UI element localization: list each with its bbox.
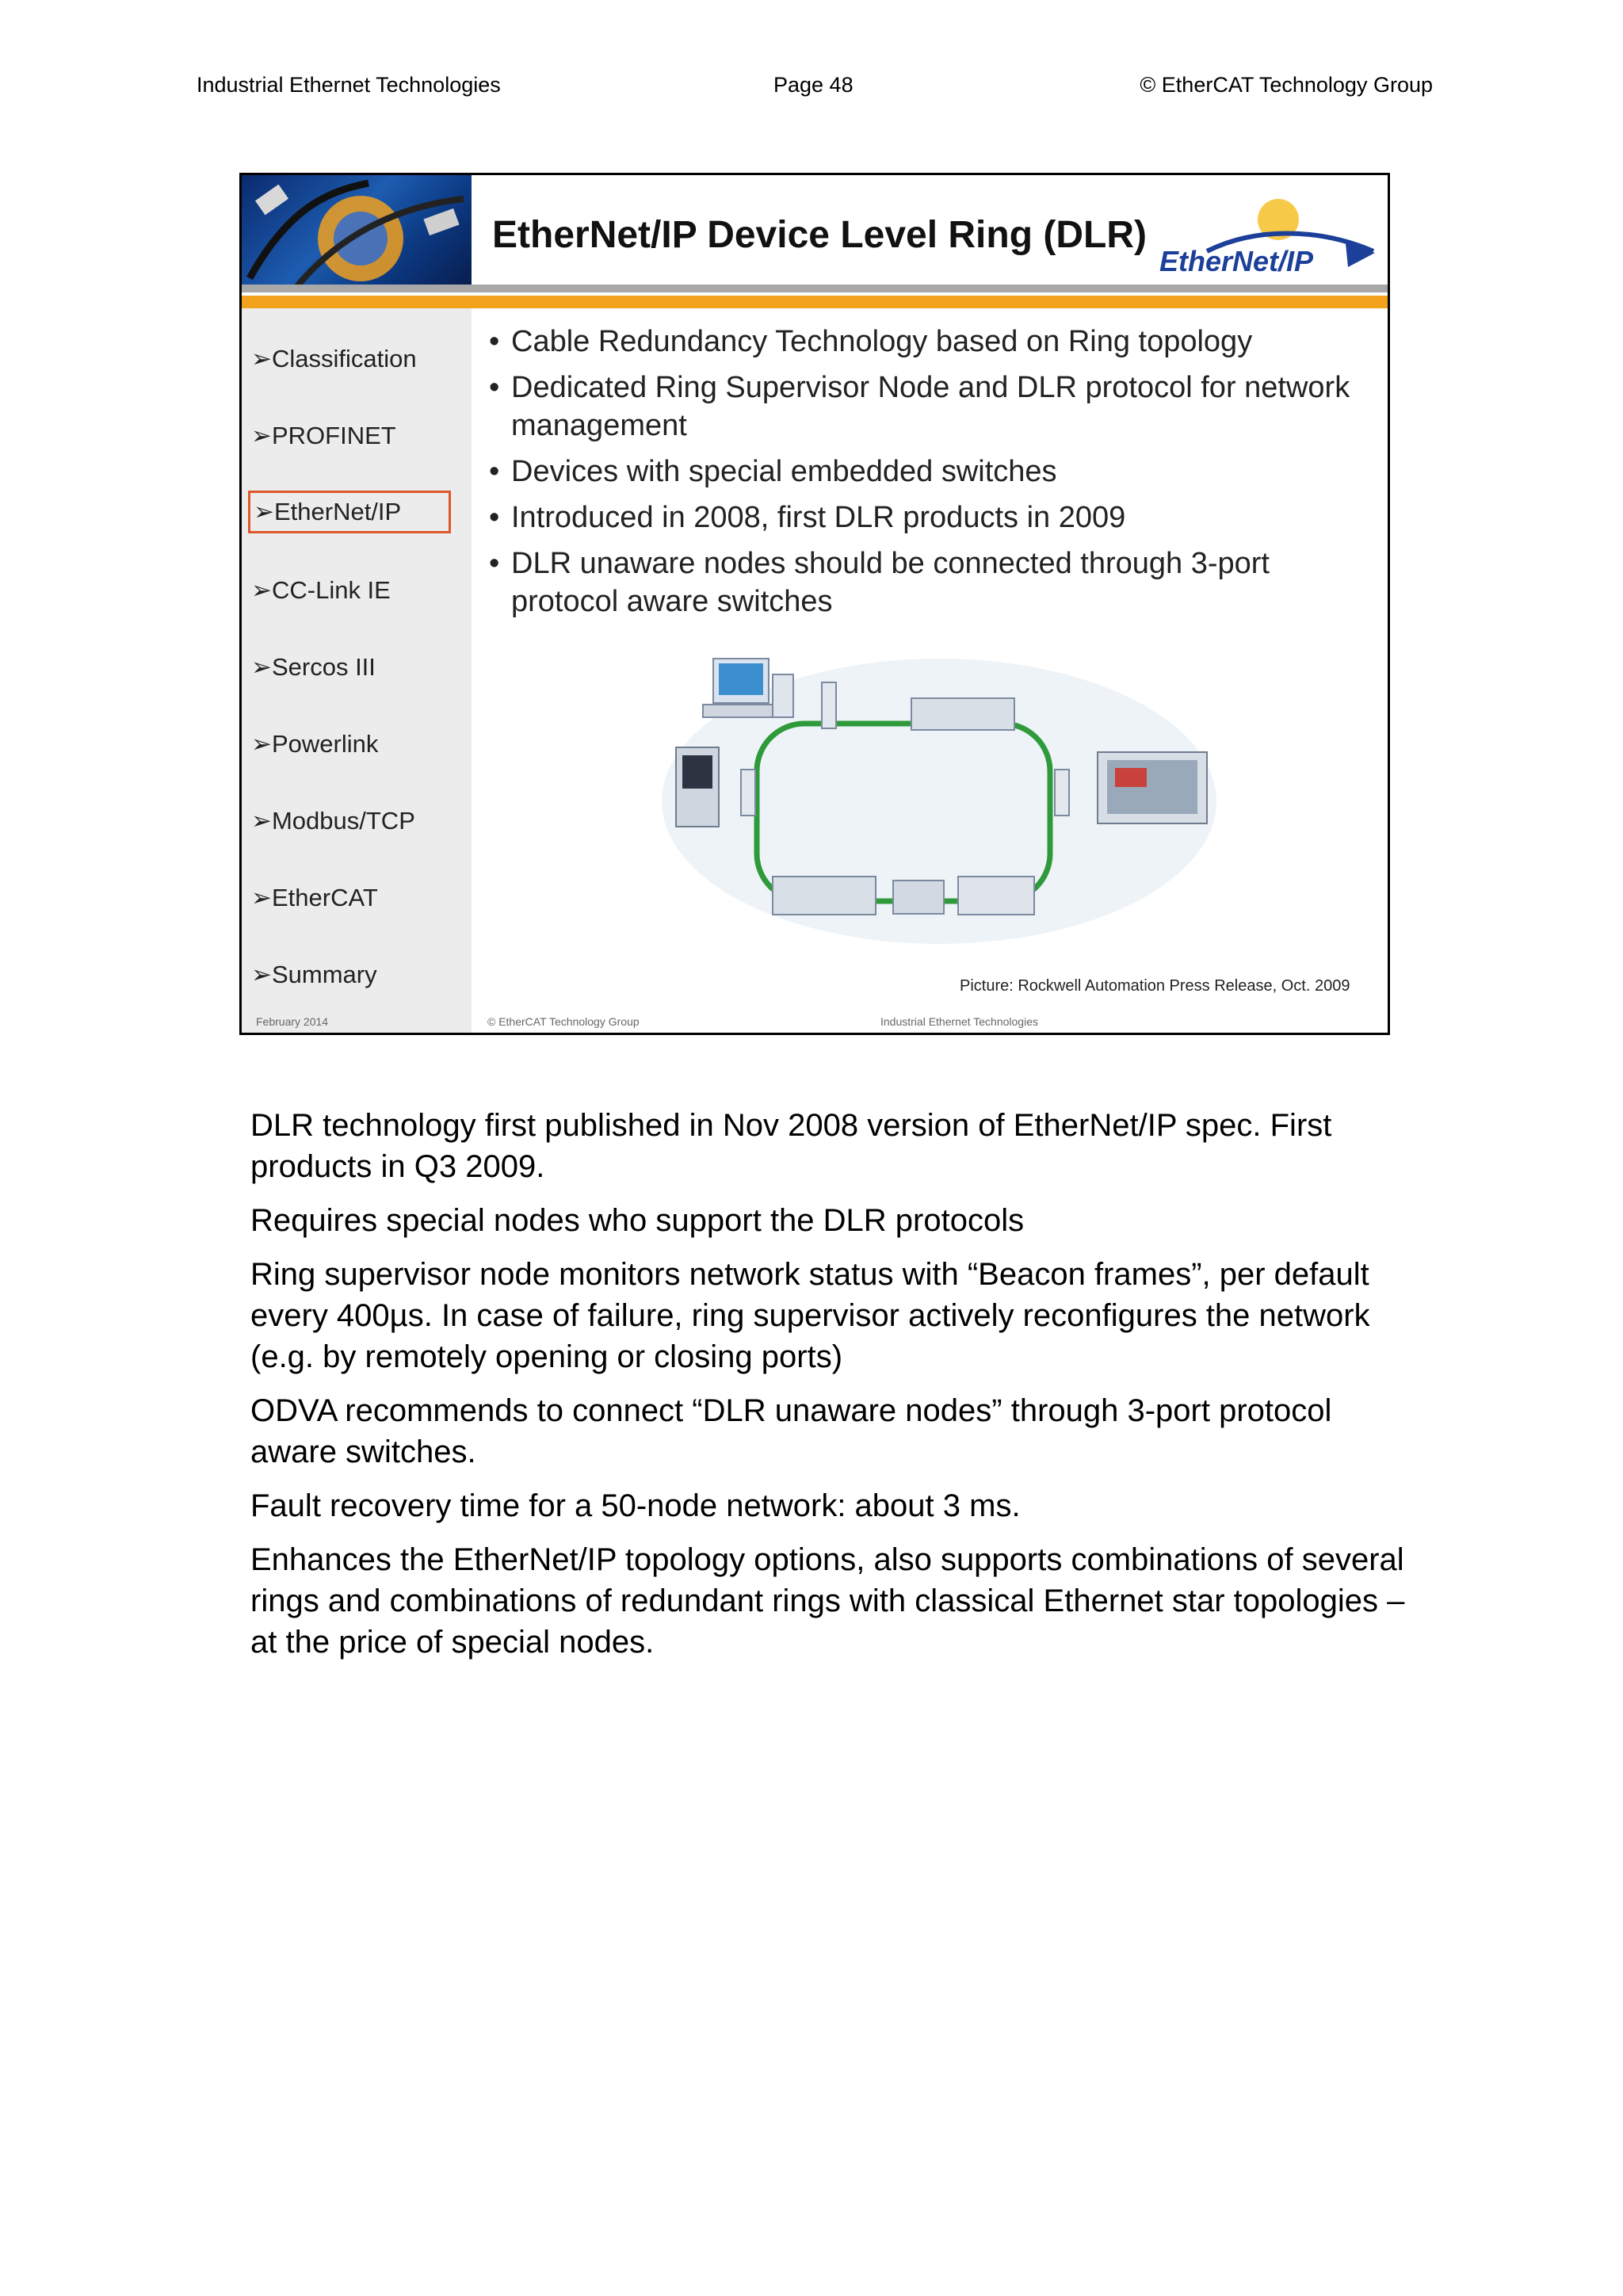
rack-bottom-right: [958, 877, 1034, 915]
banner-gray-stripe: [242, 285, 1388, 292]
header-page-number: Page 48: [773, 73, 854, 97]
bullet-item: • Introduced in 2008, first DLR products in 2009: [486, 499, 1373, 537]
note-paragraph: ODVA recommends to connect “DLR unaware nodes” through 3-port protocol aware switches.: [250, 1393, 1332, 1469]
bullet-item: • Cable Redundancy Technology based on Ring topology: [486, 323, 1373, 361]
page-header: [197, 73, 1433, 100]
sidebar-item-ethercat: ➢EtherCAT: [251, 884, 378, 911]
note-paragraph: Enhances the EtherNet/IP topology options, also supports combinations of several rings and combinations of redundant rings with classical Ethernet star topologies – at the price of special nodes.: [250, 1542, 1405, 1660]
sidebar-item-ethernet-ip: ➢EtherNet/IP: [248, 491, 451, 533]
sidebar-item-modbus-tcp: ➢Modbus/TCP: [251, 807, 415, 835]
switch-top-left: [822, 682, 836, 728]
header-copyright: © EtherCAT Technology Group: [1140, 73, 1433, 97]
drive-node-left: [676, 747, 719, 827]
sidebar-item-cc-link-ie: ➢CC-Link IE: [251, 576, 391, 604]
header-doc-title: Industrial Ethernet Technologies: [197, 73, 501, 97]
note-paragraph: DLR technology first published in Nov 2008 version of EtherNet/IP spec. First products in Q3 2009.: [250, 1108, 1332, 1184]
slide-footer-date: February 2014: [256, 1015, 329, 1028]
sidebar-item-summary: ➢Summary: [251, 961, 377, 988]
note-paragraph: Ring supervisor node monitors network status with “Beacon frames”, per default every 400µs. In case of failure, ring supervisor actively reconfigures the network (e.g. by remotely opening or closing ports): [250, 1257, 1370, 1374]
bullet-item: • DLR unaware nodes should be connected through 3-port protocol aware switches: [486, 544, 1373, 621]
sidebar-item-classification: ➢Classification: [251, 345, 417, 372]
rack-bottom-mid: [893, 881, 944, 914]
slide-bullets: [486, 323, 1373, 628]
slide-footer-title: Industrial Ethernet Technologies: [880, 1015, 1038, 1028]
slide-sidebar: [242, 308, 472, 1033]
slide-title: EtherNet/IP Device Level Ring (DLR): [492, 214, 1147, 256]
hmi-node-right: [1098, 752, 1207, 823]
rack-bottom-left: [773, 877, 876, 915]
ethernet-ip-logo: [1159, 196, 1380, 283]
sidebar-item-powerlink: ➢Powerlink: [251, 730, 379, 758]
slide-banner: [242, 175, 1388, 296]
bullet-item: • Devices with special embedded switches: [486, 453, 1373, 491]
slide-footer-copyright: © EtherCAT Technology Group: [487, 1015, 640, 1028]
pc-node: [703, 659, 793, 717]
slide: [239, 173, 1390, 1035]
switch-right: [1055, 770, 1069, 816]
logo-text: EtherNet/IP: [1159, 245, 1314, 277]
banner-photo: [242, 175, 472, 286]
slide-notes: [250, 1105, 1415, 1675]
bullet-item: • Dedicated Ring Supervisor Node and DLR protocol for network management: [486, 369, 1373, 445]
sidebar-item-profinet: ➢PROFINET: [251, 422, 396, 449]
rack-top-right: [911, 698, 1014, 730]
note-paragraph: Fault recovery time for a 50-node network: about 3 ms.: [250, 1488, 1021, 1523]
slide-picture-caption: Picture: Rockwell Automation Press Release, Oct. 2009: [960, 977, 1350, 995]
banner-orange-stripe: [242, 296, 1388, 308]
sidebar-item-sercos-iii: ➢Sercos III: [251, 653, 376, 681]
dlr-ring-diagram: [654, 651, 1224, 952]
note-paragraph: Requires special nodes who support the DLR protocols: [250, 1203, 1025, 1238]
switch-left: [741, 770, 755, 816]
